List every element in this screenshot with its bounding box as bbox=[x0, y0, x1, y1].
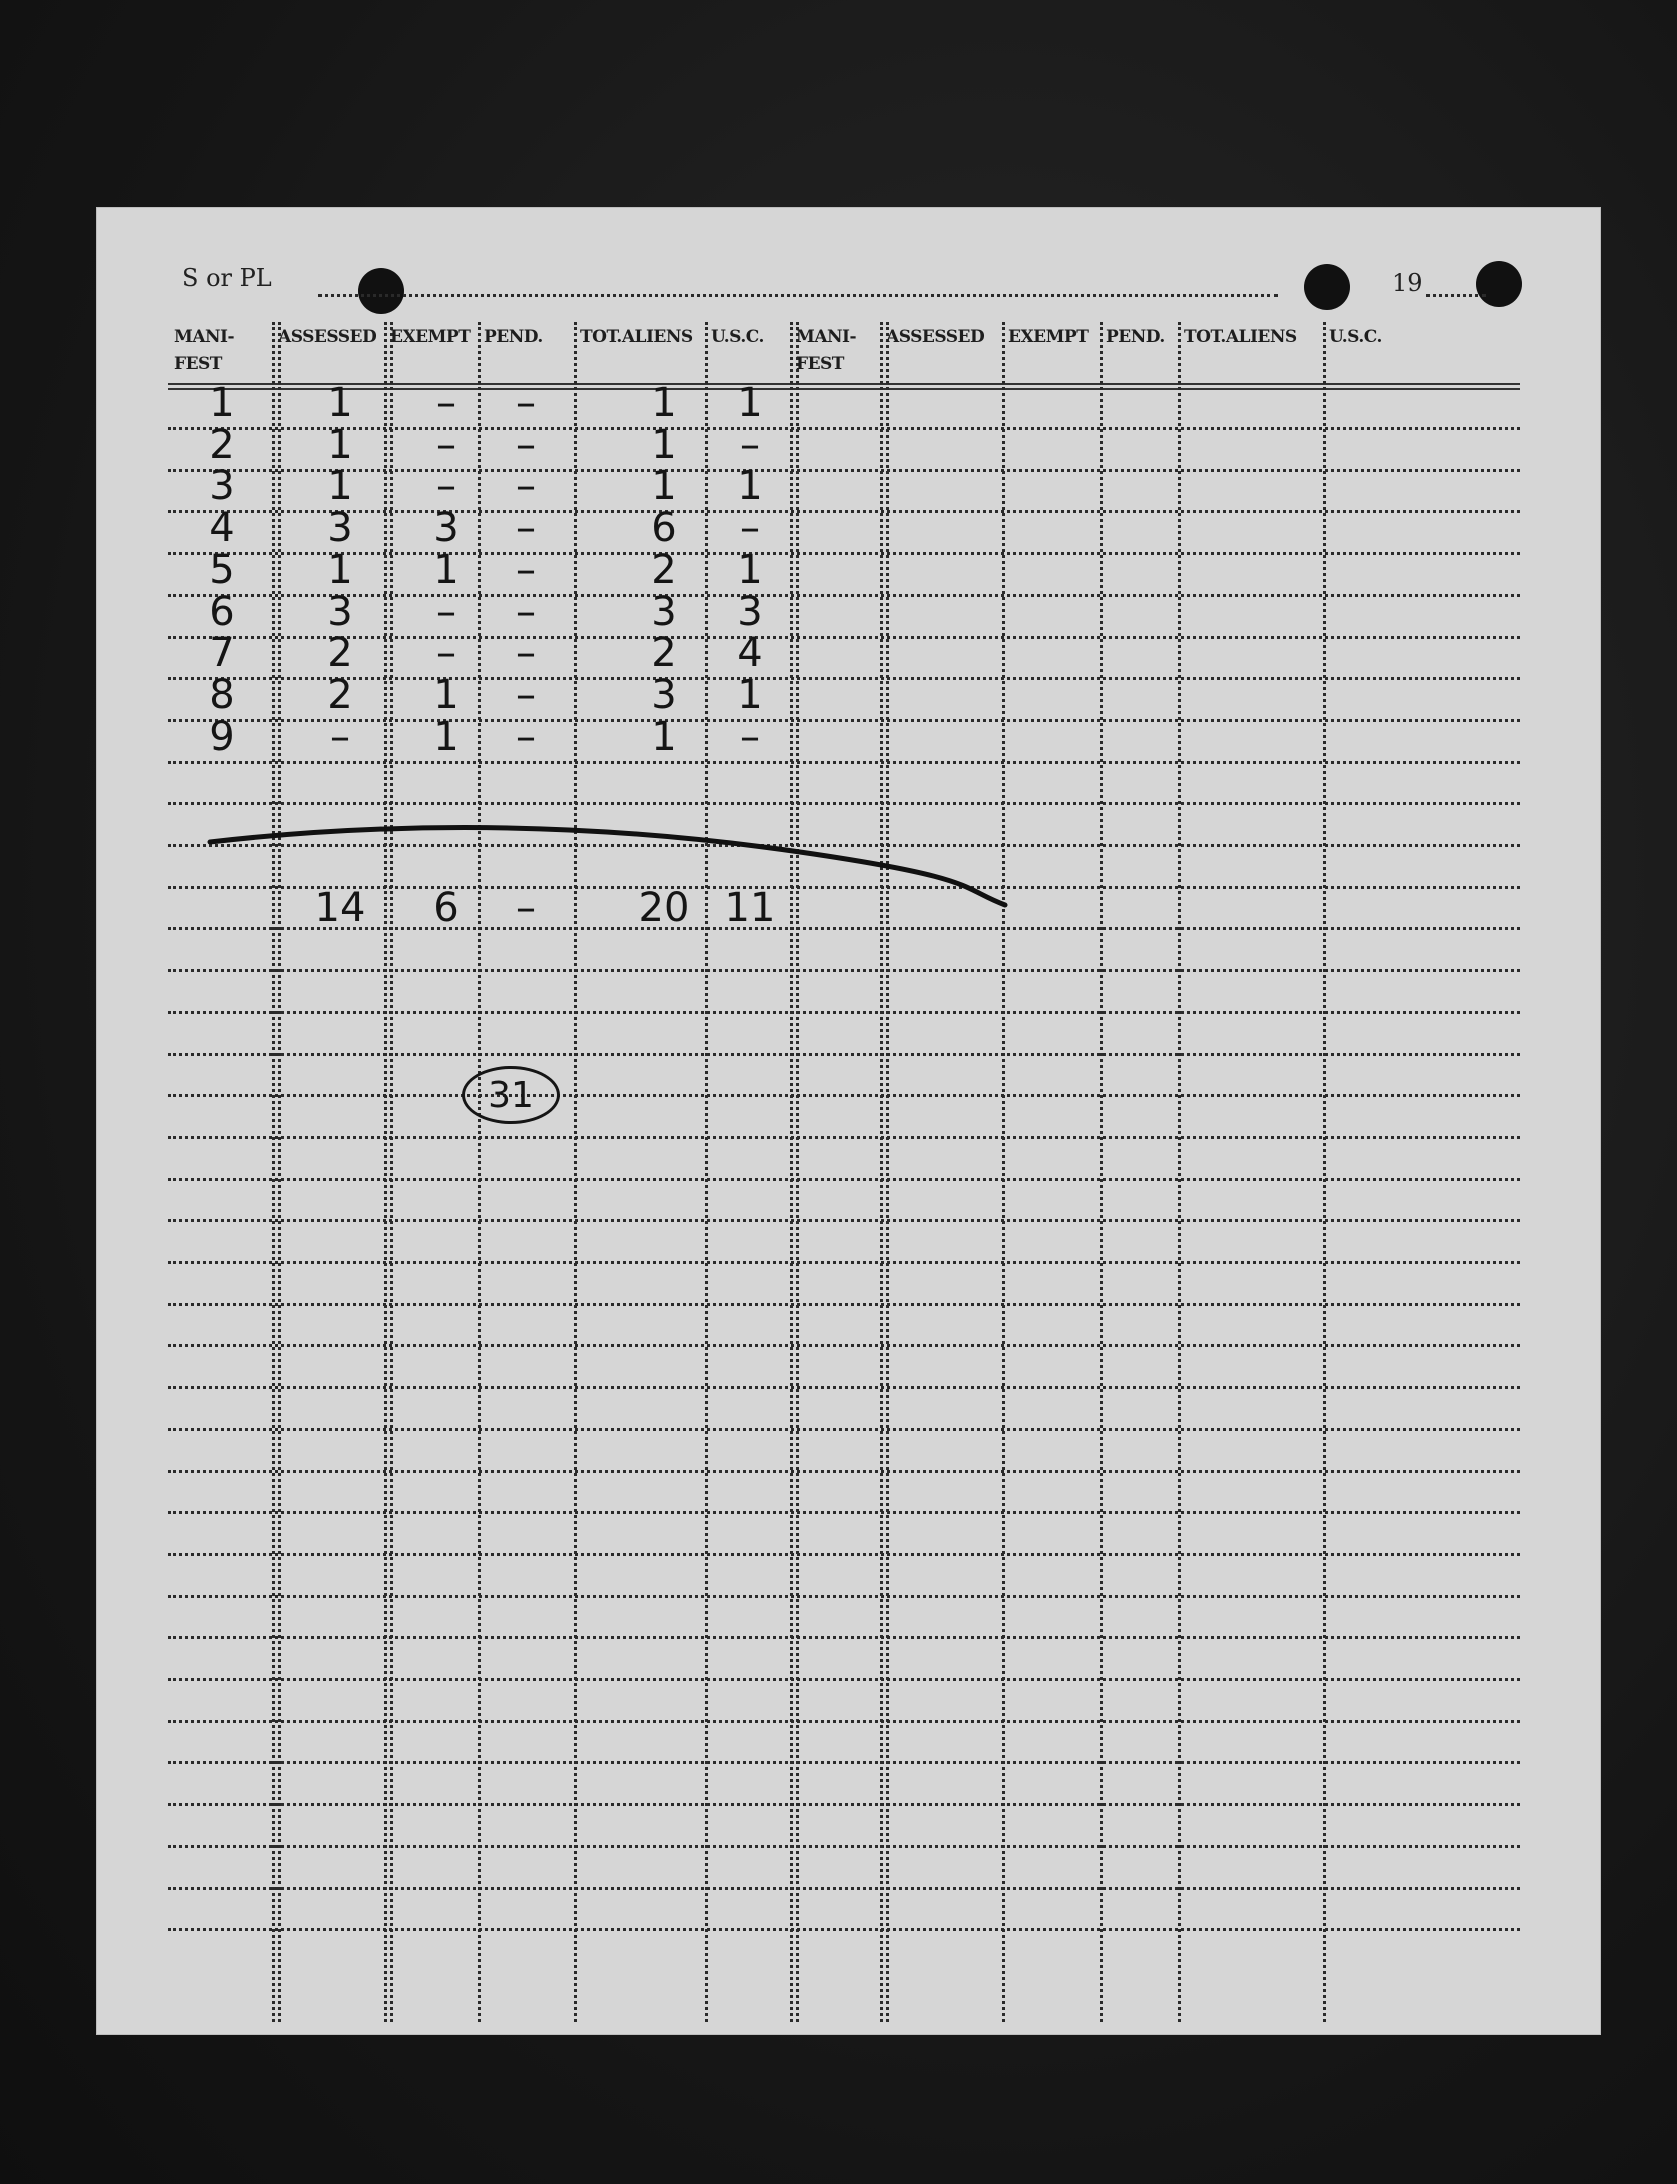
entry-exempt: – bbox=[436, 630, 456, 676]
entry-usc: 1 bbox=[737, 463, 763, 509]
total-pend: – bbox=[516, 885, 536, 931]
column-header: PEND. bbox=[1106, 327, 1165, 347]
station-label: S or PL bbox=[182, 264, 272, 292]
entry-pend: – bbox=[516, 672, 536, 718]
entry-exempt: – bbox=[436, 380, 456, 426]
entry-assessed: 3 bbox=[327, 505, 353, 551]
entry-pend: – bbox=[516, 380, 536, 426]
entry-tot-aliens: 1 bbox=[651, 463, 677, 509]
entry-manifest: 1 bbox=[209, 380, 235, 426]
entry-pend: – bbox=[516, 589, 536, 635]
entry-usc: 1 bbox=[737, 672, 763, 718]
entry-manifest: 2 bbox=[209, 422, 235, 468]
column-header: PEND. bbox=[484, 327, 543, 347]
grand-total-circled: 31 bbox=[462, 1066, 560, 1124]
entry-manifest: 5 bbox=[209, 547, 235, 593]
column-header: U.S.C. bbox=[1329, 327, 1382, 347]
column-header: TOT.ALIENS bbox=[1184, 327, 1297, 347]
entry-tot-aliens: 2 bbox=[651, 630, 677, 676]
entry-tot-aliens: 3 bbox=[651, 672, 677, 718]
entry-exempt: 1 bbox=[433, 547, 459, 593]
entry-assessed: 1 bbox=[327, 422, 353, 468]
entry-assessed: 1 bbox=[327, 380, 353, 426]
entry-tot-aliens: 6 bbox=[651, 505, 677, 551]
entry-exempt: – bbox=[436, 589, 456, 635]
entry-tot-aliens: 1 bbox=[651, 714, 677, 760]
entry-usc: 1 bbox=[737, 547, 763, 593]
entry-usc: – bbox=[740, 505, 760, 551]
entry-exempt: – bbox=[436, 422, 456, 468]
year-prefix: 19 bbox=[1392, 269, 1423, 297]
column-header: ASSESSED bbox=[278, 327, 377, 347]
entry-manifest: 4 bbox=[209, 505, 235, 551]
entry-exempt: 1 bbox=[433, 714, 459, 760]
entry-exempt: – bbox=[436, 463, 456, 509]
entry-pend: – bbox=[516, 714, 536, 760]
entry-pend: – bbox=[516, 505, 536, 551]
entry-manifest: 7 bbox=[209, 630, 235, 676]
total-usc: 11 bbox=[724, 885, 776, 931]
entry-manifest: 6 bbox=[209, 589, 235, 635]
total-assessed: 14 bbox=[314, 885, 366, 931]
entry-manifest: 3 bbox=[209, 463, 235, 509]
entry-pend: – bbox=[516, 422, 536, 468]
column-header: MANI- FEST bbox=[174, 327, 235, 374]
entry-assessed: 2 bbox=[327, 630, 353, 676]
entry-usc: 1 bbox=[737, 380, 763, 426]
entry-tot-aliens: 1 bbox=[651, 380, 677, 426]
entry-assessed: 1 bbox=[327, 547, 353, 593]
entry-manifest: 8 bbox=[209, 672, 235, 718]
entry-tot-aliens: 1 bbox=[651, 422, 677, 468]
entry-assessed: 2 bbox=[327, 672, 353, 718]
entry-tot-aliens: 2 bbox=[651, 547, 677, 593]
entry-tot-aliens: 3 bbox=[651, 589, 677, 635]
column-header: ASSESSED bbox=[886, 327, 985, 347]
total-exempt: 6 bbox=[433, 885, 459, 931]
entry-usc: 4 bbox=[737, 630, 763, 676]
entry-assessed: – bbox=[330, 714, 350, 760]
entry-exempt: 1 bbox=[433, 672, 459, 718]
column-header: TOT.ALIENS bbox=[580, 327, 693, 347]
entry-pend: – bbox=[516, 630, 536, 676]
total-tot-aliens: 20 bbox=[638, 885, 690, 931]
entry-manifest: 9 bbox=[209, 714, 235, 760]
entry-pend: – bbox=[516, 547, 536, 593]
entry-usc: 3 bbox=[737, 589, 763, 635]
column-header: U.S.C. bbox=[711, 327, 764, 347]
entry-usc: – bbox=[740, 422, 760, 468]
column-header: EXEMPT bbox=[1008, 327, 1089, 347]
entry-usc: – bbox=[740, 714, 760, 760]
column-header: EXEMPT bbox=[390, 327, 471, 347]
entry-assessed: 3 bbox=[327, 589, 353, 635]
entry-assessed: 1 bbox=[327, 463, 353, 509]
entry-pend: – bbox=[516, 463, 536, 509]
entry-exempt: 3 bbox=[433, 505, 459, 551]
column-header: MANI- FEST bbox=[796, 327, 857, 374]
